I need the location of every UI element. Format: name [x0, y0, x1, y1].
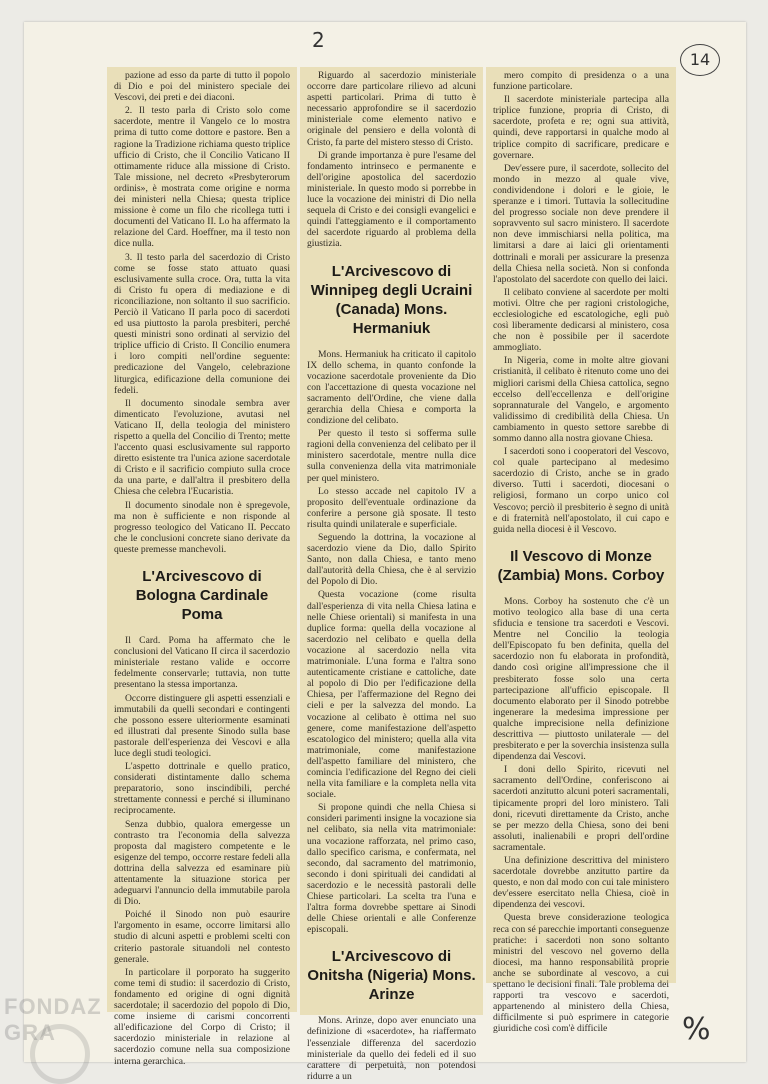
newspaper-column-1	[107, 67, 297, 1067]
article-paragraph: Il celibato conviene al sacerdote per molti motivi. Oltre che per ragioni cristologiche, ecclesiologiche ed escatologiche, egli può così liberamente dedicarsi al ministero, cosa che non è possibile per il sacerdote ammogliato.	[493, 286, 669, 354]
watermark-text: GRA	[4, 1020, 56, 1045]
article-paragraph: Mons. Corboy ha sostenuto che c'è un motivo teologico alla base di una certa sfiducia e tensione tra sacerdoti e Vescovi. Mentre nel Concilio la teologia dell'Episcopato fu ben definita, quella del sacerdozio non fu elaborata in profondità, dando così origine all'impressione che il presbiterato fosse solo una certa partecipazione all'ufficio episcopale. Il documento elaborato per il Sinodo potrebbe ingenerare la medesima impressione per qualche imprecisione nella definizione descrittiva — piuttosto unilaterale — del presbiterato e per la soverchia insistenza sulla dipendenza dai Vescovi.	[493, 595, 669, 763]
article-paragraph: Il Card. Poma ha affermato che le conclusioni del Vaticano II circa il sacerdozio ministeriale restano valide e occorre fedelmente conservarle; tuttavia, non tutte presentano la stessa importanza.	[114, 635, 290, 691]
article-paragraph: pazione ad esso da parte di tutto il popolo di Dio e poi del ministero speciale dei Vescovi, dei preti e dei diaconi.	[114, 70, 290, 104]
article-paragraph: Questa vocazione (come risulta dall'esperienza di vita nella Chiesa latina e nelle Chiese orientali) si manifesta in una duplice forma: quella della vocazione al sacerdozio nel celibato e quella della vocazione al sacerdozio nella vita matrimoniale. L'una forma e l'altra sono autenticamente cristiane e cattoliche, date al popolo di Dio per l'edificazione della Chiesa, per l'affermazione del Regno dei cieli e per la salvezza del mondo. La vocazione al celibato è ottima nel suo genere, come manifestazione dell'aspetto escatologico del ministero; quella alla vita matrimoniale, come manifestazione dell'aspetto familiare del ministero, che comincia l'edificazione del Regno dei cieli nella vita familiare e la completa nella vita sociale.	[307, 589, 476, 801]
article-paragraph: Per questo il testo si sofferma sulle ragioni della convenienza del celibato per il ministero sacerdotale, mentre nulla dice sulla convenienza della vita matrimoniale per quel ministero.	[307, 428, 476, 484]
section-heading: Il Vescovo di Monze (Zambia) Mons. Corboy	[497, 547, 665, 584]
newspaper-column-3	[486, 67, 676, 1035]
article-paragraph: I doni dello Spirito, ricevuti nel sacramento dell'Ordine, conferiscono ai sacerdoti anzitutto alcuni poteri sacramentali, tipicamente propri del loro ministero. Tali doni, ricevuti direttamente da Cristo, anche se per mezzo della Chiesa, sono dei beni assoluti, inalienabili e propri dell'ordine sacramentale.	[493, 764, 669, 853]
article-paragraph: Questa breve considerazione teologica reca con sé parecchie importanti conseguenze pratiche: i sacerdoti non sono soltanto ministri del vescovo nel governo della diocesi, ma hanno responsabilità proprie anche se subordinate al vescovo, a cui spettano le decisioni finali. Tale problema dei rapporti tra vescovo e sacerdoti, appartenendo al ministero della Chiesa, difficilmente si può esprimere in categorie giuridiche così com'è difficile	[493, 912, 669, 1035]
article-paragraph: Riguardo al sacerdozio ministeriale occorre dare particolare rilievo ad alcuni aspetti particolari. Prima di tutto è necessario approfondire se il sacerdozio ministeriale come elemento nativo e originale del pensiero e della volontà di Cristo, fa parte del mistero stesso di Cristo.	[307, 70, 476, 148]
section-heading: L'Arcivescovo di Bologna Cardinale Poma	[135, 568, 269, 624]
article-paragraph: Lo stesso accade nel capitolo IV a proposito dell'eventuale ordinazione da conferire a persone già sposate. Il testo risulta quindi unilaterale e superficiale.	[307, 485, 476, 530]
article-paragraph: Seguendo la dottrina, la vocazione al sacerdozio viene da Dio, dallo Spirito Santo, non dalla Chiesa, e tanto meno dall'autorità della Chiesa, che è al servizio del Popolo di Dio.	[307, 532, 476, 588]
article-paragraph: L'aspetto dottrinale e quello pratico, considerati distintamente dallo schema preparatorio, sono inscindibili, perché strettamente connessi e perché si illuminano reciprocamente.	[114, 761, 290, 817]
watermark-text: FONDAZ	[4, 994, 102, 1019]
section-heading: L'Arcivescovo di Winnipeg degli Ucraini (Canada) Mons. Hermaniuk	[310, 262, 473, 337]
article-paragraph: Il sacerdote ministeriale partecipa alla triplice funzione, propria di Cristo, di sacerdote, profeta e re; ogni sua attività, quindi, deve rapportarsi in qualche modo al triplice compito di sacrificare, predicare e governare.	[493, 94, 669, 161]
article-paragraph: Occorre distinguere gli aspetti essenziali e immutabili da quelli secondari e contingenti che possono essere ulteriormente esaminati ed illustrati dal presente Sinodo sulla base pastorale dell'esperienza dei Vescovi e alla luce degli studi teologici.	[114, 692, 290, 759]
article-paragraph: Mons. Hermaniuk ha criticato il capitolo IX dello schema, in quanto confonde la vocazione sacerdotale proveniente da Dio con l'accettazione di questa vocazione nel sacramento dell'Ordine, che viene dalla gerarchia della Chiesa e comporta la condizione del celibato.	[307, 348, 476, 427]
article-paragraph: In Nigeria, come in molte altre giovani cristianità, il celibato è ritenuto come uno dei migliori carismi della Chiesa cattolica, segno eccelso dell'eccellenza e dell'origine soprannaturale del Vangelo, e argomento validissimo di credibilità della Chiesa. Un cambiamento in questo settore sarebbe di sommo danno alla nostra giovane Chiesa.	[493, 355, 669, 444]
article-paragraph: Dev'essere pure, il sacerdote, sollecito del mondo in mezzo al quale vive, condividendone i dolori e le gioie, le speranze e i timori. Tuttavia la sollecitudine del progresso sociale non deve prendere il sopravvento sul sacro ministero. Il sacerdote non deve immischiarsi nella politica, ma limitarsi a dare ai laici gli orientamenti dottrinali e morali per assicurare la presenza della Chiesa nella società. Non si confonda l'apostolato del sacerdote con quello dei laici.	[493, 162, 669, 285]
article-paragraph: Si propone quindi che nella Chiesa si consideri parimenti insigne la vocazione sia nel celibato, sia nella vita matrimoniale: una vocazione rafforzata, nel primo caso, dallo specifico carisma, e confermata, nel secondo, dal sacramento del matrimonio, secondo i doni spirituali dei candidati al sacerdozio e le necessità pastorali delle Chiese particolari. La scelta tra l'una e l'altra forma dovrebbe spettare ai Sinodi delle Chiese orientali e alle Conferenze episcopali.	[307, 802, 476, 936]
handwritten-mark: 2	[312, 28, 325, 52]
article-paragraph: 2. Il testo parla di Cristo solo come sacerdote, mentre il Vangelo ce lo mostra prima di tutto come dottore e pastore. Ben a ragione la Tradizione richiama questo triplice ufficio di Cristo, che il Concilio Vaticano II ottimamente riduce alla missione di Cristo. Tale missione, nel decreto «Presbyterorum ordinis», è mostrata come origine e norma dei ministeri nella Chiesa; questa triplice missione è come un filo che ricollega tutti i documenti del Vaticano II. Lo ha affermato la relazione del Card. Hoeffner, ma il testo non dice nulla.	[114, 105, 290, 250]
article-paragraph: Di grande importanza è pure l'esame del fondamento intrinseco e permanente e dell'origine apostolica del sacerdozio ministeriale. In questo modo si porrebbe in luce la vocazione dei ministri di Dio nella sequela di Cristo e dei consigli evangelici e quindi l'atteggiamento e il comportamento del sacerdote riguardo al problema della giustizia.	[307, 149, 476, 250]
newspaper-column-2	[300, 67, 483, 1082]
article-paragraph: mero compito di presidenza o a una funzione particolare.	[493, 70, 669, 93]
handwritten-page-number: 14	[680, 44, 720, 76]
article-paragraph: I sacerdoti sono i cooperatori del Vescovo, col quale partecipano al medesimo sacerdozio di Cristo, anche se in grado diverso. Tutti i sacerdoti, diocesani o religiosi, formano un corpo unico col Vescovo; perciò il presbiterio è segno di unità e di fraternità nell'apostolato, il cui capo e guida nella diocesi è il Vescovo.	[493, 446, 669, 535]
article-paragraph: Il documento sinodale non è spregevole, ma non è sufficiente e non risponde al progresso teologico del Vaticano II. Peccato che le conclusioni concrete siano derivate da queste premesse manchevoli.	[114, 499, 290, 555]
handwritten-corner-mark: %	[682, 1012, 711, 1047]
article-paragraph: Senza dubbio, qualora emergesse un contrasto tra l'economia della salvezza proposta dal magistero competente e le esigenze del tempo, occorre restare fedeli alla dottrina della salvezza ed esaminare più attentamente la situazione storica per adeguarvi l'annuncio della immutabile parola di Dio.	[114, 818, 290, 908]
article-paragraph: Una definizione descrittiva del ministero sacerdotale dovrebbe anzitutto partire da questo, e non dal modo con cui tale ministero dev'essere esercitato nella Chiesa, cioè in dipendenza dei vescovi.	[493, 855, 669, 911]
watermark-logo	[30, 1024, 90, 1084]
article-paragraph: Mons. Arinze, dopo aver enunciato una definizione di «sacerdote», ha riaffermato l'essenziale differenza del sacerdozio ministeriale da quello dei fedeli ed il suo carattere di perpetuità, non potendosi ridurre a un	[307, 1015, 476, 1082]
article-paragraph: Poiché il Sinodo non può esaurire l'argomento in esame, occorre limitarsi allo studio di alcuni aspetti e problemi scelti con criterio pastorale situandoli nel contesto generale.	[114, 909, 290, 965]
article-paragraph: Il documento sinodale sembra aver dimenticato l'evoluzione, avutasi nel Vaticano II, della teologia del ministero rispetto a quella del Concilio di Trento; mette l'accento quasi esclusivamente sul rapporto diretto esistente tra l'unica azione sacerdotale di Cristo e il sacrificio compiuto sulla croce da una parte, e dall'altra il presbitero della Chiesa che celebra l'Eucaristia.	[114, 397, 290, 498]
article-paragraph: In particolare il porporato ha suggerito come temi di studio: il sacerdozio di Cristo, fondamento ed origine di ogni dignità sacerdotale; il sacerdozio del popolo di Dio, come insieme di carismi concorrenti all'edificazione del Corpo di Cristo; il sacerdozio ministeriale in relazione al sacerdozio comune nella sua composizione interna gerarchica.	[114, 966, 290, 1067]
article-paragraph: 3. Il testo parla del sacerdozio di Cristo come se fosse stato attuato quasi esclusivamente sulla croce. Ora, tutta la vita di Cristo fu opera di mediazione e di riconciliazione, non soltanto il suo sacrificio. Perciò il Vaticano II parla poco di sacerdoti ed usa piuttosto la parola presbiteri, perché questi ministri sono ordinati al servizio del triplice ufficio di Cristo. Il Concilio enumera i loro compiti nell'ordine seguente: predicazione del Vangelo, celebrazione liturgica, edificazione della comunione dei fedeli.	[114, 251, 290, 396]
section-heading: L'Arcivescovo di Onitsha (Nigeria) Mons. Arinze	[307, 948, 476, 1004]
